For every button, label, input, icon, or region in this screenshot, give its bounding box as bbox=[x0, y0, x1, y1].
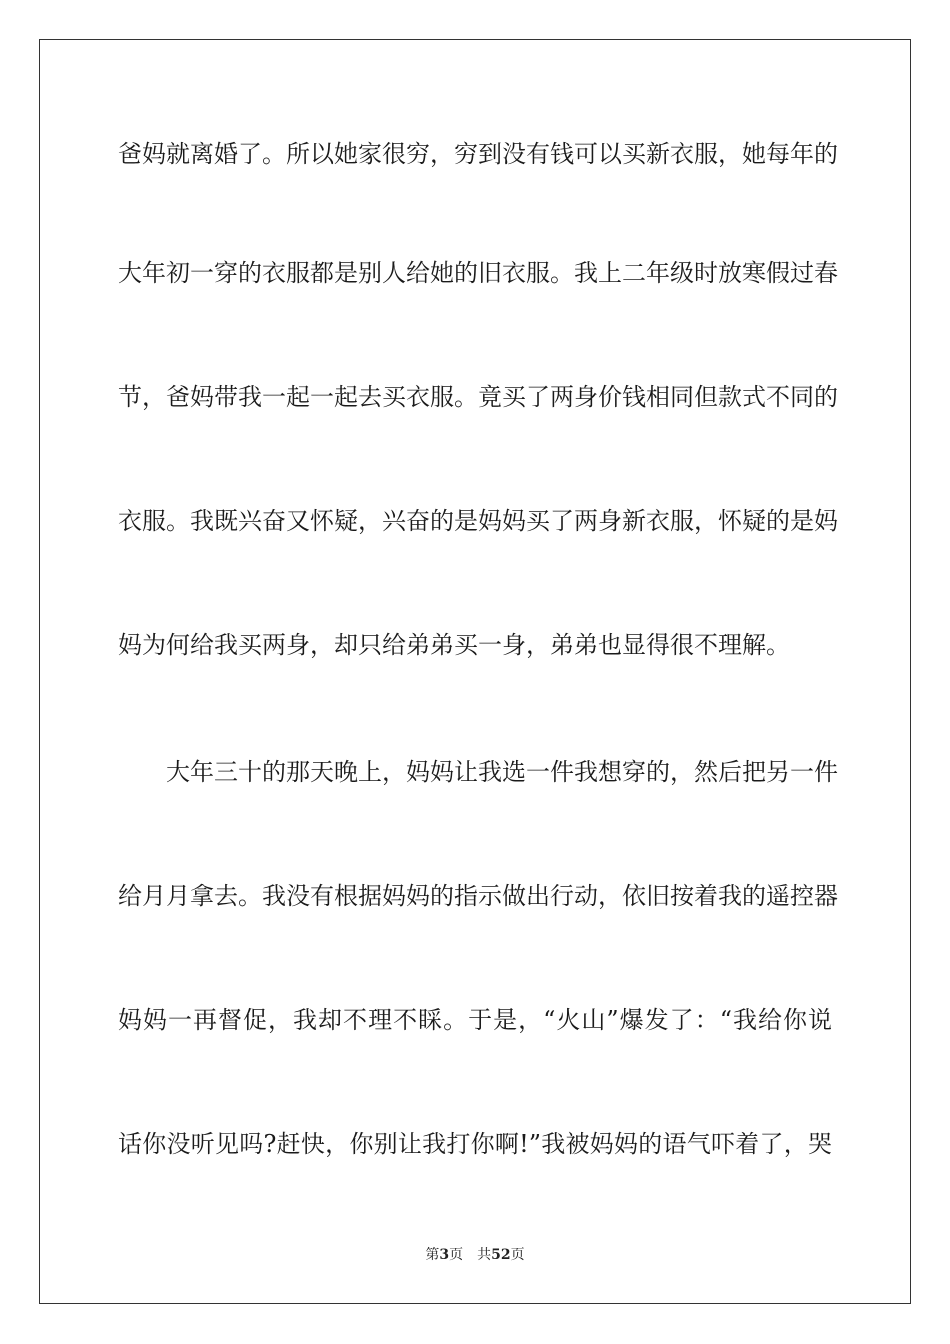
footer-total-suffix: 页 bbox=[510, 1247, 525, 1263]
body-line-5: 妈为何给我买两身，却只给弟弟买一身，弟弟也显得很不理解。 bbox=[118, 631, 790, 659]
footer-total-pages: 52 bbox=[491, 1247, 511, 1263]
body-line-3: 节，爸妈带我一起一起去买衣服。竟买了两身价钱相同但款式不同的 bbox=[118, 383, 838, 411]
footer-page-prefix: 第 bbox=[425, 1247, 440, 1263]
body-line-6: 大年三十的那天晚上，妈妈让我选一件我想穿的，然后把另一件 bbox=[166, 758, 838, 786]
footer-total-prefix: 共 bbox=[477, 1247, 492, 1263]
body-line-1: 爸妈就离婚了。所以她家很穷，穷到没有钱可以买新衣服，她每年的 bbox=[118, 140, 838, 168]
footer-page-number: 3 bbox=[439, 1247, 450, 1263]
page-border bbox=[39, 39, 911, 1304]
footer-page-suffix: 页 bbox=[449, 1247, 464, 1263]
body-line-4: 衣服。我既兴奋又怀疑，兴奋的是妈妈买了两身新衣服，怀疑的是妈 bbox=[118, 507, 838, 535]
body-line-9: 话你没听见吗?赶快，你别让我打你啊!”我被妈妈的语气吓着了，哭 bbox=[118, 1130, 832, 1158]
body-line-8: 妈妈一再督促，我却不理不睬。于是，“火山”爆发了：“我给你说 bbox=[118, 1006, 832, 1034]
body-line-7: 给月月拿去。我没有根据妈妈的指示做出行动，依旧按着我的遥控器 bbox=[118, 882, 838, 910]
page-footer bbox=[0, 1246, 950, 1264]
body-line-2: 大年初一穿的衣服都是别人给她的旧衣服。我上二年级时放寒假过春 bbox=[118, 259, 838, 287]
